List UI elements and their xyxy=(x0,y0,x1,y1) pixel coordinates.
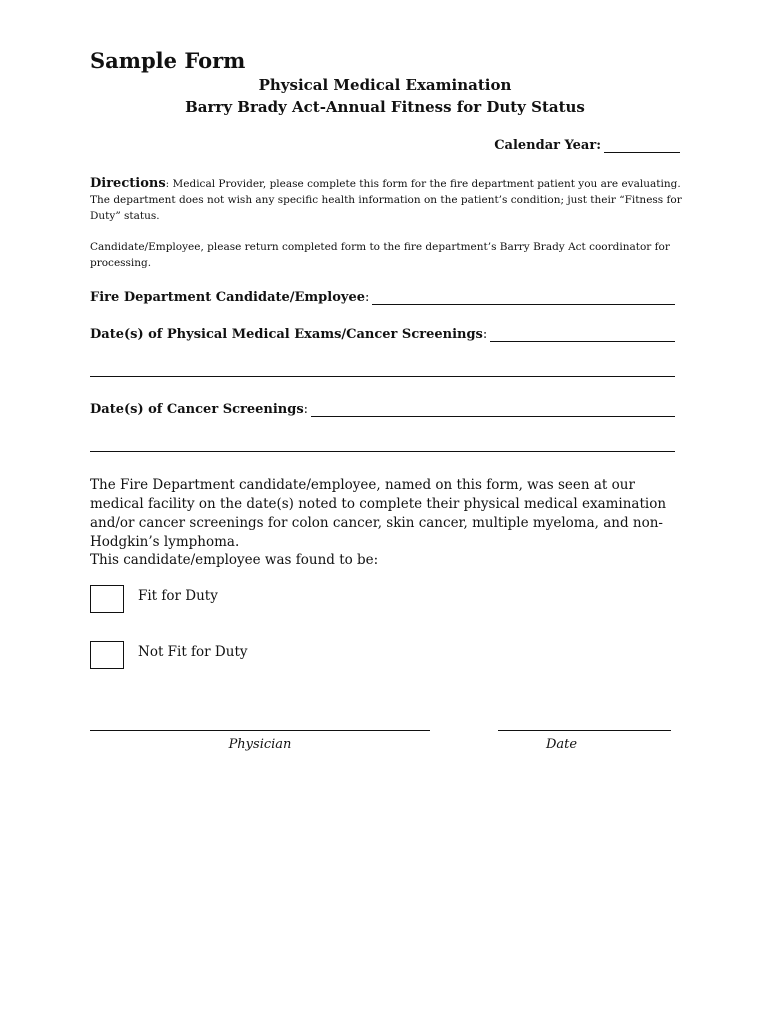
form-heading-title: Physical Medical Examination xyxy=(258,76,512,94)
directions-text: : Medical Provider, please complete this form for the fire department patient you are evaluating. The department does not wish any specific health information on the patient’s condition; just their “Fitness for Duty” status. xyxy=(90,178,682,222)
exam-dates-colon: : xyxy=(482,327,488,342)
fit-for-duty-checkbox[interactable] xyxy=(90,585,124,613)
calendar-year-label: Calendar Year: xyxy=(494,138,601,153)
exam-dates-field xyxy=(90,327,675,342)
physician-signature-line[interactable] xyxy=(90,730,430,731)
physician-caption: Physician xyxy=(228,737,292,752)
signature-date-line[interactable] xyxy=(498,730,671,731)
exam-dates-input-line[interactable] xyxy=(490,331,675,342)
candidate-name-input-line[interactable] xyxy=(372,294,675,305)
fit-for-duty-label: Fit for Duty xyxy=(138,588,218,604)
cancer-dates-colon: : xyxy=(303,402,309,417)
cancer-dates-field xyxy=(90,402,675,417)
calendar-year-input-line[interactable] xyxy=(604,140,680,153)
date-caption: Date xyxy=(545,737,578,752)
cancer-dates-label: Date(s) of Cancer Screenings xyxy=(90,402,304,417)
not-fit-for-duty-label: Not Fit for Duty xyxy=(138,644,248,660)
exam-dates-continuation-line[interactable] xyxy=(90,376,675,377)
candidate-name-label: Fire Department Candidate/Employee xyxy=(90,290,365,305)
cancer-dates-input-line[interactable] xyxy=(311,406,675,417)
statement-paragraph: The Fire Department candidate/employee, named on this form, was seen at our medical facility on the date(s) noted to complete their physical medical examination and/or cancer screenings for colon cancer, skin cancer, multiple myeloma, and non-Hodgkin’s lymphoma. xyxy=(90,477,667,550)
candidate-name-colon: : xyxy=(364,290,370,305)
found-text: This candidate/employee was found to be: xyxy=(90,552,379,568)
not-fit-for-duty-checkbox[interactable] xyxy=(90,641,124,669)
directions-paragraph xyxy=(90,176,682,224)
directions-label: Directions xyxy=(90,176,166,191)
exam-dates-label: Date(s) of Physical Medical Exams/Cancer Screenings xyxy=(90,327,483,342)
cancer-dates-continuation-line[interactable] xyxy=(90,451,675,452)
calendar-year-field xyxy=(494,138,680,153)
candidate-note: Candidate/Employee, please return completed form to the fire department’s Barry Brady Act coordinator for processing. xyxy=(90,241,670,269)
form-heading-subtitle: Barry Brady Act-Annual Fitness for Duty Status xyxy=(185,98,585,116)
candidate-name-field xyxy=(90,290,675,305)
page-title: Sample Form xyxy=(90,48,246,73)
